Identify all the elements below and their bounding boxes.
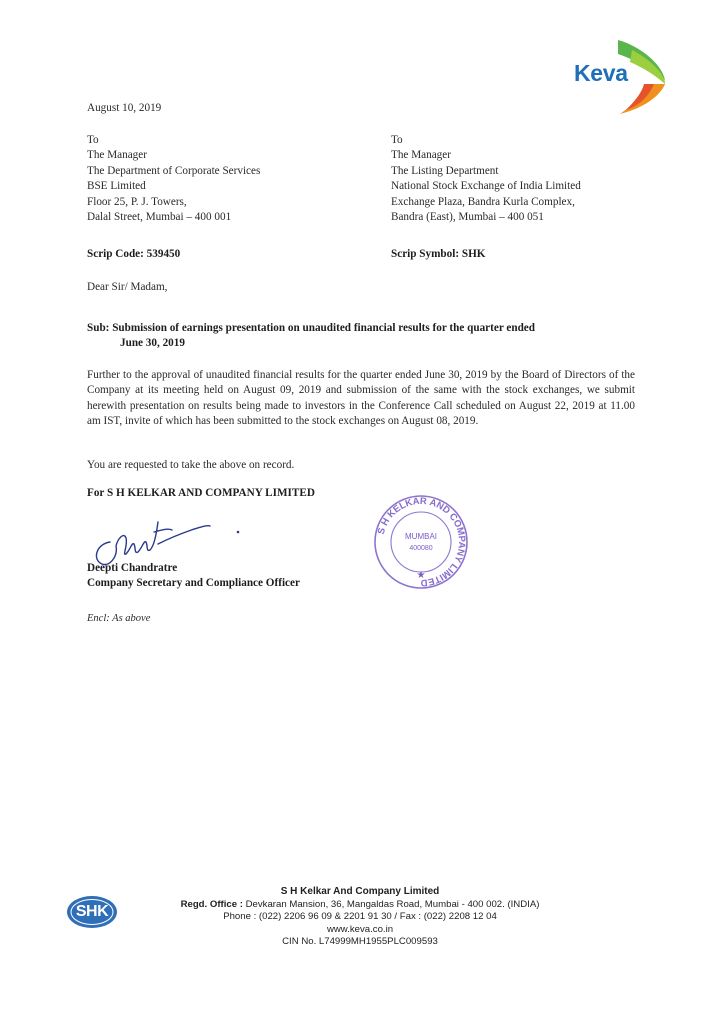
address-line: Dalal Street, Mumbai – 400 001 — [87, 211, 232, 224]
signatory-title: Company Secretary and Compliance Officer — [87, 577, 300, 589]
subject — [87, 321, 635, 352]
company-seal — [371, 494, 471, 590]
seal-ring-text: S H KELKAR AND COMPANY LIMITED — [375, 495, 468, 589]
seal-pin: 400080 — [409, 545, 433, 552]
footer-website[interactable]: www.keva.co.in — [326, 923, 394, 935]
scrip-code: Scrip Code: 539450 — [87, 248, 181, 260]
footer-regd-label: Regd. Office : — [180, 898, 243, 910]
address-line: The Manager — [391, 149, 451, 162]
subject-line: June 30, 2019 — [120, 337, 185, 350]
address-line: To — [87, 134, 99, 146]
salutation: Dear Sir/ Madam, — [87, 281, 168, 293]
address-line: The Listing Department — [391, 164, 499, 177]
footer-company: S H Kelkar And Company Limited — [280, 886, 440, 897]
star-icon: ★ — [416, 570, 426, 581]
footer-phone: Phone : (022) 2206 96 09 & 2201 91 30 / Fax : (022) 2208 12 04 — [223, 911, 497, 923]
address-line: Floor 25, P. J. Towers, — [87, 195, 187, 208]
shk-logo-text: SHK — [75, 903, 109, 920]
footer-cin: CIN No. L74999MH1955PLC009593 — [282, 936, 438, 948]
address-line: The Department of Corporate Services — [87, 164, 261, 177]
request-line: You are requested to take the above on record. — [87, 459, 295, 471]
address-line: BSE Limited — [87, 180, 146, 193]
address-line: Bandra (East), Mumbai – 400 051 — [391, 211, 544, 224]
letter-date: August 10, 2019 — [87, 102, 162, 114]
footer — [0, 886, 720, 949]
scrip-symbol: Scrip Symbol: SHK — [391, 248, 486, 260]
footer-regd-office — [0, 899, 720, 912]
footer-regd-address: Devkaran Mansion, 36, Mangaldas Road, Mumbai - 400 002. (INDIA) — [245, 898, 540, 910]
body-paragraph: Further to the approval of unaudited financial results for the quarter ended June 30, 2019 by the Board of Directors of the Company at its meeting held on August 09, 2019 and submission of the same with the stock exchanges, we submit herewith presentation on results being made to investors in the Conference Call scheduled on August 22, 2019 at 11.00 am IST, invite of which has been submitted to the stock exchanges on August 08, 2019. — [87, 369, 635, 428]
for-company: For S H KELKAR AND COMPANY LIMITED — [87, 487, 315, 499]
subject-line: Sub: Submission of earnings presentation on unaudited financial results for the quarter ended — [87, 322, 535, 334]
addressee-nse — [391, 133, 651, 225]
address-line: To — [391, 134, 403, 146]
keva-logo — [570, 36, 670, 116]
seal-city: MUMBAI — [405, 532, 437, 541]
address-line: Exchange Plaza, Bandra Kurla Complex, — [391, 195, 575, 208]
address-line: The Manager — [87, 149, 147, 162]
addressee-bse — [87, 133, 347, 225]
brand-name: Keva — [574, 60, 628, 86]
address-line: National Stock Exchange of India Limited — [391, 180, 581, 193]
enclosure: Encl: As above — [87, 613, 151, 624]
signatory-name: Deepti Chandratre — [87, 562, 178, 574]
